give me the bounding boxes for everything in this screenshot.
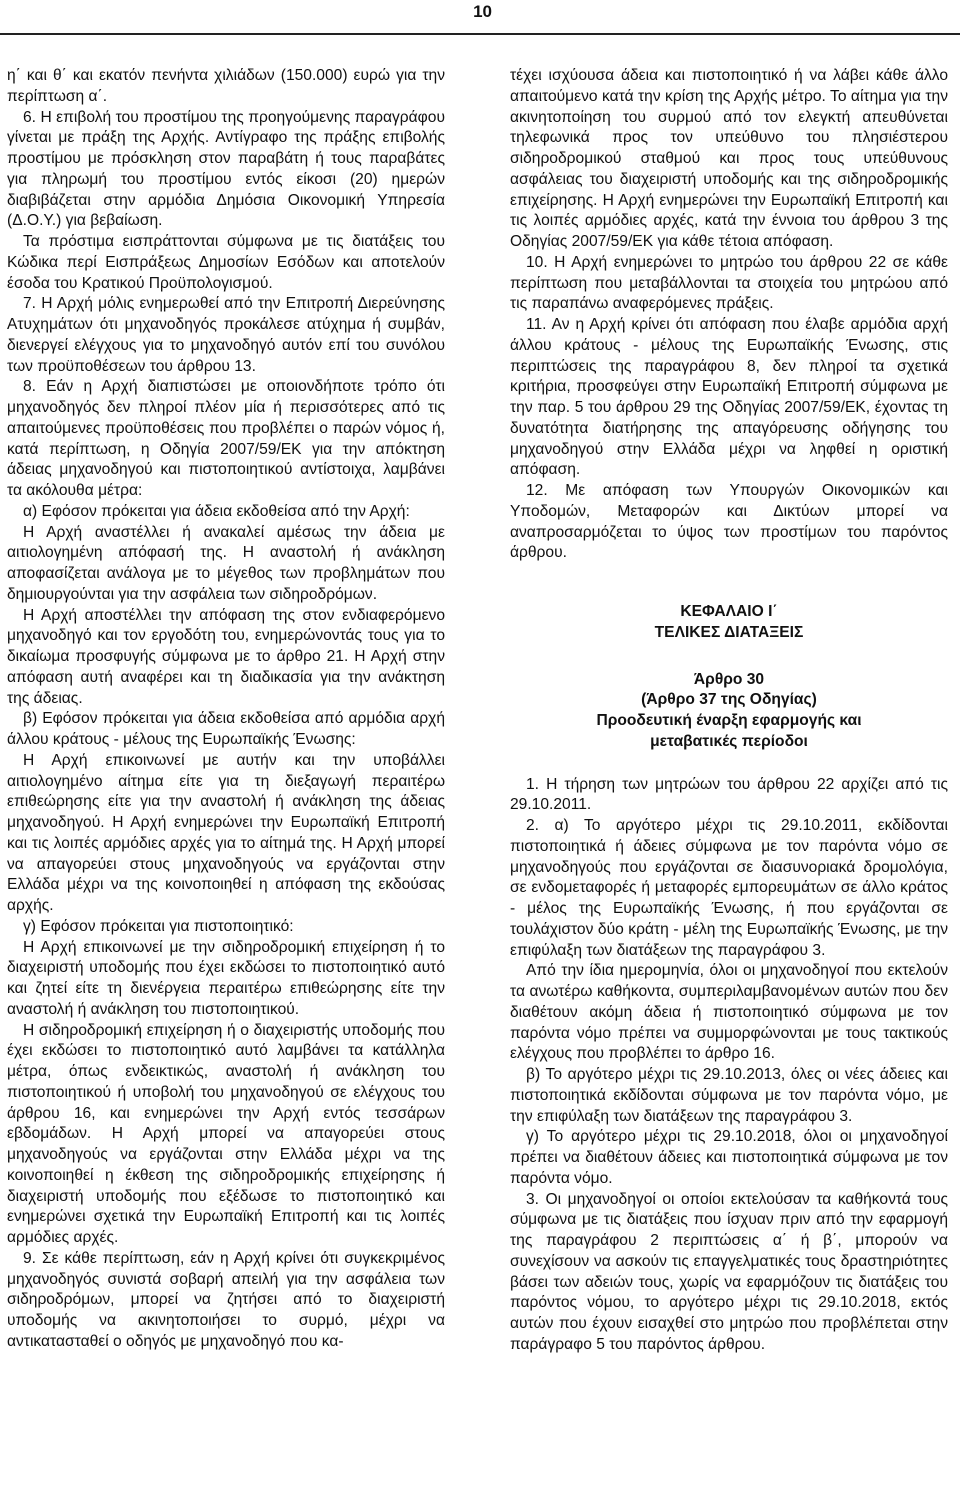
left-column xyxy=(7,66,445,1353)
paragraph: β) Εφόσον πρόκειται για άδεια εκδοθείσα από αρμόδια αρχή άλλου κράτους - μέλους της Ευρωπαϊκής Ένωσης: xyxy=(7,710,445,748)
paragraph: Η Αρχή αναστέλλει ή ανακαλεί αμέσως την άδεια με αιτιολογημένη απόφασή της. Η αναστολή ή ανάκληση αποφασίζεται ανάλογα με το μέγεθος των προβλημάτων που δημιουργούνται για την ασφάλεια των σιδηροδρόμων. xyxy=(7,523,445,603)
paragraph: 11. Αν η Αρχή κρίνει ότι απόφαση που έλαβε αρμόδια αρχή άλλου κράτους - μέλους της Ευρωπαϊκής Ένωσης, στις περιπτώσεις της παραγράφου 8, δεν πληροί τα σχετικά κριτήρια, προσφεύγει στην Ευρωπαϊκή Επιτροπή σύμφωνα με την παρ. 5 του άρθρου 29 της Οδηγίας 2007/59/ΕΚ, έχοντας τη δυνατότητα διατήρησης της απαγόρευσης οδήγησης του μηχανοδηγού στην Ελλάδα μέχρι να ληφθεί η οριστική απόφαση. xyxy=(510,316,948,479)
paragraph: 1. Η τήρηση των μητρώων του άρθρου 22 αρχίζει από τις 29.10.2011. xyxy=(510,775,948,814)
paragraph: 9. Σε κάθε περίπτωση, εάν η Αρχή κρίνει ότι συγκεκριμένος μηχανοδηγός συνιστά σοβαρή απειλή για την ασφάλεια των σιδηροδρόμων, μπορεί να ζητήσει από το διαχειριστή υποδομής να ακινητοποιήσει το συρμό, μέχρι να αντικατασταθεί ο οδηγός με μηχανοδηγό που κα- xyxy=(7,1249,445,1350)
paragraph: 2. α) Το αργότερο μέχρι τις 29.10.2011, εκδίδονται πιστοποιητικά ή άδειες σύμφωνα με τον παρόντα νόμο σε μηχανοδηγούς που εργάζονται σε διασυνοριακά δρομολόγια, σε ενδομεταφορές ή μεταφορές εμπορευμάτων σε άλλο κράτος - μέλος της Ευρωπαϊκής Ένωσης, ή που εργάζονται σε τουλάχιστον δύο κράτη - μέλη της Ευρωπαϊκής Ένωσης, με την επιφύλαξη των διατάξεων της παραγράφου 3. xyxy=(510,817,948,959)
paragraph: β) Το αργότερο μέχρι τις 29.10.2013, όλες οι νέες άδειες και πιστοποιητικά εκδίδονται σύμφωνα με τον παρόντα νόμο, με την επιφύλαξη των διατάξεων της παραγράφου 3. xyxy=(510,1066,948,1125)
paragraph: Η σιδηροδρομική επιχείρηση ή ο διαχειριστής υποδομής που έχει εκδώσει το πιστοποιητικό αυτό λαμβάνει τα κατάλληλα μέτρα, όπως ενδεικτικώς, αναστολή ή ανάκληση του πιστοποιητικού ή υποβολή του μηχανοδηγού σε ελέγχους του άρθρου 16, και ενημερώνει την Αρχή εντός τεσσάρων εβδομάδων. Η Αρχή μπορεί να απαγορεύει στους μηχανοδηγούς να εργάζονται στην Ελλάδα μέχρι να της κοινοποιηθεί η έκθεση της σιδηροδρομικής επιχείρησης ή διαχειριστή υποδομής που εξέδωσε το πιστοποιητικό και ενημερώνει σχετικά την Ευρωπαϊκή Επιτροπή και τις λοιπές αρμόδιες αρχές. xyxy=(7,1021,445,1246)
header-rule xyxy=(0,33,960,35)
article-title-line-1: Προοδευτική έναρξη εφαρμογής και xyxy=(596,712,862,729)
paragraph: 3. Οι μηχανοδηγοί οι οποίοι εκτελούσαν τα καθήκοντά τους σύμφωνα με τις διατάξεις που ίσχυαν πριν από την εφαρμογή της παραγράφου 2 περιπτώσεις α΄ ή β΄, μπορούν να συνεχίσουν να ασκούν τις επαγγελματικές τους δραστηριότητες βάσει των αδειών τους, χωρίς να εφαρμόζουν τις διατάξεις του παρόντος νόμου, το αργότερο μέχρι τις 29.10.2018, εκτός αυτών που έχουν εισαχθεί στο μητρώο που προβλέπεται στην παράγραφο 5 του παρόντος άρθρου. xyxy=(510,1190,948,1353)
paragraph: Η Αρχή αποστέλλει την απόφαση της στον ενδιαφερόμενο μηχανοδηγό και τον εργοδότη του, ενημερώνοντάς τους για το δικαίωμα προσφυγής σύμφωνα με το άρθρο 21. Η Αρχή στην απόφαση αυτή αναφέρει και τη διαδικασία για την ανάκτηση της άδειας. xyxy=(7,606,445,707)
article-title-line-2: μεταβατικές περίοδοι xyxy=(650,732,808,750)
right-column xyxy=(510,66,948,1356)
paragraph: Τα πρόστιμα εισπράττονται σύμφωνα με τις διατάξεις του Κώδικα περί Εισπράξεως Δημοσίων Εσόδων και αποτελούν έσοδα του Κρατικού Προϋπολογισμού. xyxy=(7,233,445,292)
article-number: Άρθρο 30 xyxy=(693,670,765,688)
paragraph: γ) Το αργότερο μέχρι τις 29.10.2018, όλοι οι μηχανοδηγοί πρέπει να διαθέτουν άδειες και πιστοποιητικά σύμφωνα με τον παρόντα νόμο. xyxy=(510,1128,948,1187)
paragraph: Από την ίδια ημερομηνία, όλοι οι μηχανοδηγοί που εκτελούν τα ανωτέρω καθήκοντα, συμπεριλαμβανομένων αυτών που δεν διαθέτουν ακόμη άδεια ή πιστοποιητικό σύμφωνα με τον παρόντα νόμο πρέπει να συμμορφώνονται με τους τακτικούς ελέγχους που προβλέπει το άρθρο 16. xyxy=(510,962,948,1063)
paragraph: Η Αρχή επικοινωνεί με αυτήν και την υποβάλλει αιτιολογημένο αίτημα είτε για τη διεξαγωγή περαιτέρω επιθεώρησης είτε για την αναστολή ή ανάκληση της άδειας μηχανοδηγού. Η Αρχή ενημερώνει την Ευρωπαϊκή Επιτροπή και τις λοιπές αρμόδιες αρχές για το αίτημά της. Η Αρχή μπορεί να απαγορεύει στους μηχανοδηγούς να εργάζονται στην Ελλάδα μέχρι να της κοινοποιηθεί η απόφαση της εκδούσας αρχής. xyxy=(7,751,445,914)
paragraph: 7. Η Αρχή μόλις ενημερωθεί από την Επιτροπή Διερεύνησης Ατυχημάτων ότι μηχανοδηγός προκάλεσε ατύχημα ή συμβάν, διενεργεί ελέγχους για το μηχανοδηγό αυτόν επί του συνόλου των προϋποθέσεων του άρθρου 13. xyxy=(7,295,445,375)
paragraph: η΄ και θ΄ και εκατόν πενήντα χιλιάδων (150.000) ευρώ για την περίπτωση α΄. xyxy=(7,67,445,105)
page-number: 10 xyxy=(473,2,492,21)
paragraph: α) Εφόσον πρόκειται για άδεια εκδοθείσα από την Αρχή: xyxy=(23,502,410,520)
paragraph: Η Αρχή επικοινωνεί με την σιδηροδρομική επιχείρηση ή το διαχειριστή υποδομής που έχει εκδώσει το πιστοποιητικό αυτό και ζητεί είτε τη διενέργεια περαιτέρω επιθεώρησης είτε την αναστολή ή ανάκληση του πιστοποιητικού. xyxy=(7,938,445,1018)
chapter-subtitle: ΤΕΛΙΚΕΣ ΔΙΑΤΑΞΕΙΣ xyxy=(654,623,804,641)
paragraph: 12. Με απόφαση των Υπουργών Οικονομικών και Υποδομών, Μεταφορών και Δικτύων μπορεί να αναπροσαρμόζεται το ύψος των προστίμων του παρόντος άρθρου. xyxy=(510,482,948,562)
paragraph: 6. Η επιβολή του προστίμου της προηγούμενης παραγράφου γίνεται με πράξη της Αρχής. Αντίγραφο της πράξης επιβολής προστίμου με πρόσκληση στον παραβάτη ή τους παραβάτες για πληρωμή του προστίμου εντός είκοσι (20) ημερών διαβιβάζεται στην αρμόδια Δημόσια Οικονομική Υπηρεσία (Δ.Ο.Υ.) για βεβαίωση. xyxy=(7,108,445,230)
paragraph: γ) Εφόσον πρόκειται για πιστοποιητικό: xyxy=(23,917,294,935)
chapter-title: ΚΕΦΑΛΑΙΟ Ι΄ xyxy=(680,603,778,620)
paragraph: τέχει ισχύουσα άδεια και πιστοποιητικό ή να λάβει κάθε άλλο απαιτούμενο κατά την κρίση της Αρχής μέτρο. Το αίτημα για την ακινητοποίηση του συρμού από τον ελεγκτή απευθύνεται τηλεφωνικά προς τον υπεύθυνο του πλησιέστερου σιδηροδρομικού σταθμού και προς τους υπεύθυνους ασφάλειας του διαχειριστή υποδομής και της σιδηροδρομικής επιχείρησης. Η Αρχή ενημερώνει την Ευρωπαϊκή Επιτροπή και τις λοιπές αρμόδιες αρχές, κατά την έννοια του άρθρου 3 της Οδηγίας 2007/59/ΕΚ για κάθε τέτοια απόφαση. xyxy=(510,67,948,250)
paragraph: 8. Εάν η Αρχή διαπιστώσει με οποιονδήποτε τρόπο ότι μηχανοδηγός δεν πληροί πλέον μία ή περισσότερες από τις απαιτούμενες προϋποθέσεις που προβλέπει ο παρών νόμος ή, κατά περίπτωση, η Οδηγία 2007/59/ΕΚ για την απόκτηση άδειας μηχανοδηγού και πιστοποιητικού αντίστοιχα, λαμβάνει τα ακόλουθα μέτρα: xyxy=(7,378,445,499)
paragraph: 10. Η Αρχή ενημερώνει το μητρώο του άρθρου 22 σε κάθε περίπτωση που μεταβάλλονται τα στοιχεία του μητρώου από τις παραπάνω αναφερόμενες πράξεις. xyxy=(510,253,948,313)
article-directive-ref: (Άρθρο 37 της Οδηγίας) xyxy=(641,691,817,709)
